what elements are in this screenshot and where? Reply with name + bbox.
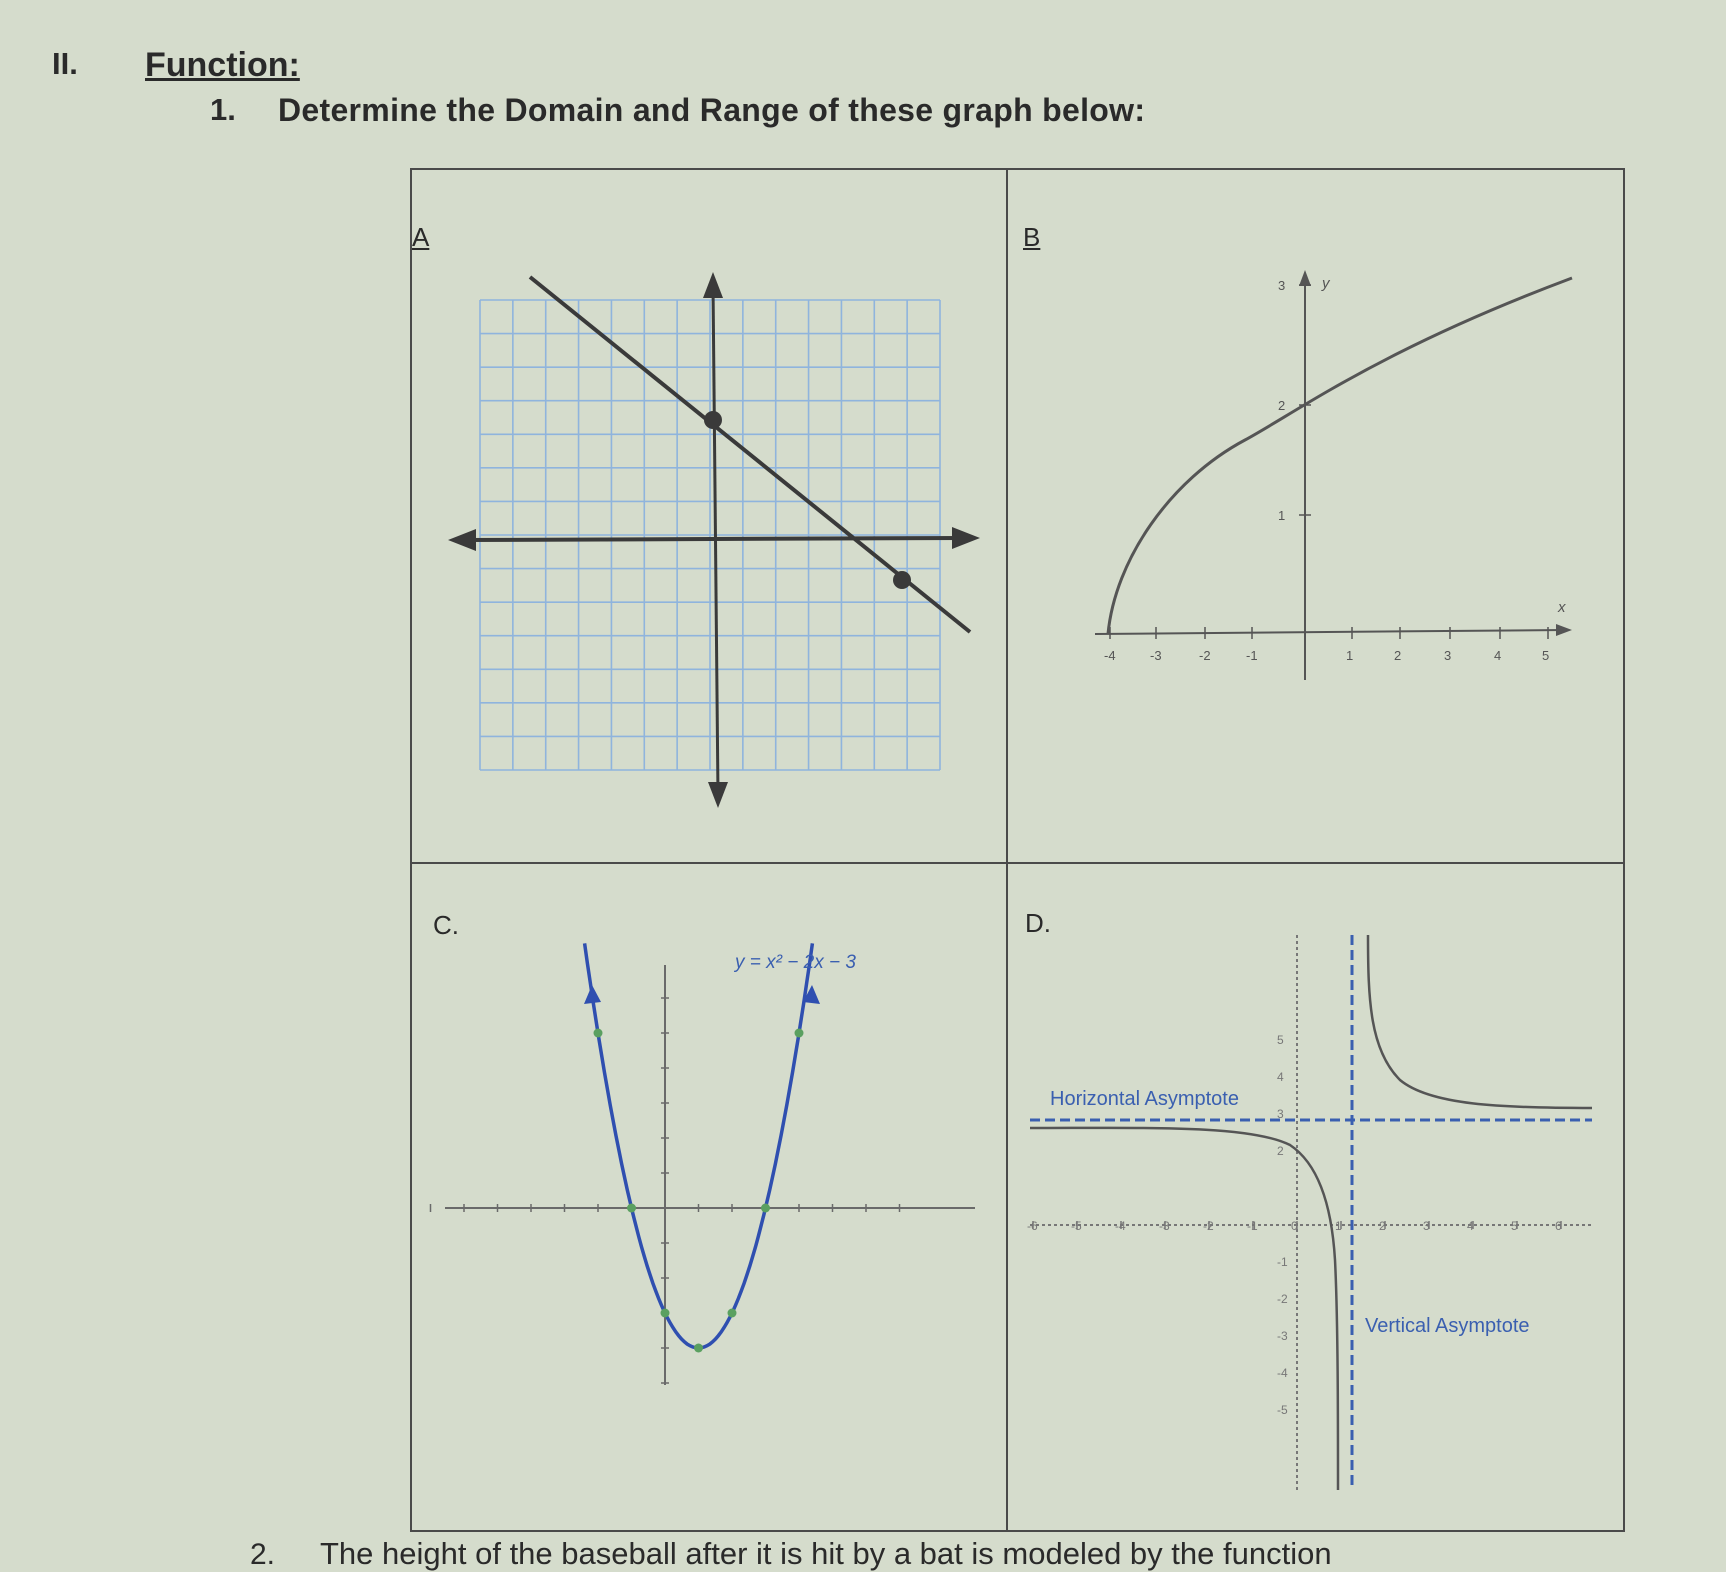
- panel-d-x-tick-label: -4: [1115, 1219, 1126, 1233]
- panel-b-x-tick-label: -2: [1199, 648, 1211, 663]
- panel-b-y-tick-label: 3: [1278, 278, 1286, 293]
- panel-c-label: C.: [433, 910, 459, 940]
- panel-d-y-tick-label: 4: [1277, 1070, 1284, 1084]
- graphs-table: [410, 168, 1625, 1532]
- panel-d-y-tick-label: -4: [1277, 1366, 1288, 1380]
- panel-b-x-tick-label: 3: [1444, 648, 1452, 663]
- question-2-number: 2.: [250, 1538, 276, 1571]
- panel-d-y-tick-label: 2: [1277, 1144, 1284, 1158]
- panel-b-label: B: [1023, 222, 1041, 252]
- panel-b-x-tick-label: -3: [1150, 648, 1162, 663]
- panel-b-x-label: x: [1558, 599, 1566, 616]
- panel-a-label: A: [412, 222, 430, 252]
- table-vertical-divider: [1006, 170, 1008, 1530]
- panel-d-x-tick-label: -6: [1027, 1219, 1038, 1233]
- panel-b-x-tick-label: 2: [1394, 648, 1402, 663]
- question-2-text: The height of the baseball after it is hit by a bat is modeled by the function: [320, 1536, 1332, 1571]
- panel-b-x-tick-label: -1: [1246, 648, 1258, 663]
- panel-b-x-tick-label: 1: [1346, 648, 1354, 663]
- panel-d-x-tick-label: 4: [1467, 1219, 1474, 1233]
- panel-b-y-tick-label: 1: [1278, 508, 1286, 523]
- panel-d-y-tick-label: -1: [1277, 1255, 1288, 1269]
- panel-d-horizontal-asymptote-label: Horizontal Asymptote: [1050, 1088, 1239, 1110]
- panel-d-x-tick-label: -2: [1203, 1219, 1214, 1233]
- section-number: II.: [52, 46, 78, 81]
- panel-d-x-tick-label: -5: [1071, 1219, 1082, 1233]
- panel-d-label: D.: [1025, 908, 1051, 938]
- panel-d-x-tick-label: -1: [1247, 1219, 1258, 1233]
- question-number: 1.: [210, 92, 236, 127]
- panel-b-y-tick-label: 2: [1278, 398, 1286, 413]
- panel-c-equation: y = x² − 2x − 3: [735, 952, 856, 973]
- panel-d-x-tick-label: 0: [1291, 1219, 1298, 1233]
- panel-d-x-tick-label: 1: [1335, 1219, 1342, 1233]
- panel-d-x-tick-label: 6: [1555, 1219, 1562, 1233]
- panel-d-x-tick-label: -3: [1159, 1219, 1170, 1233]
- panel-d-y-tick-label: 5: [1277, 1033, 1284, 1047]
- panel-d-x-tick-label: 3: [1423, 1219, 1430, 1233]
- panel-d-x-tick-label: 5: [1511, 1219, 1518, 1233]
- section-title: Function:: [145, 46, 300, 84]
- panel-b-x-tick-label: 4: [1494, 648, 1502, 663]
- panel-d-vertical-asymptote-label: Vertical Asymptote: [1365, 1315, 1530, 1337]
- table-horizontal-divider: [412, 862, 1623, 864]
- panel-d-y-tick-label: -5: [1277, 1403, 1288, 1417]
- panel-d-y-tick-label: -2: [1277, 1292, 1288, 1306]
- panel-d-x-tick-label: 2: [1379, 1219, 1386, 1233]
- panel-b-x-tick-label: -4: [1104, 648, 1116, 663]
- panel-d-y-tick-label: -3: [1277, 1329, 1288, 1343]
- panel-b-y-label: y: [1322, 275, 1330, 292]
- panel-b-x-tick-label: 5: [1542, 648, 1550, 663]
- panel-d-y-tick-label: 3: [1277, 1107, 1284, 1121]
- question-text: Determine the Domain and Range of these graph below:: [278, 92, 1146, 128]
